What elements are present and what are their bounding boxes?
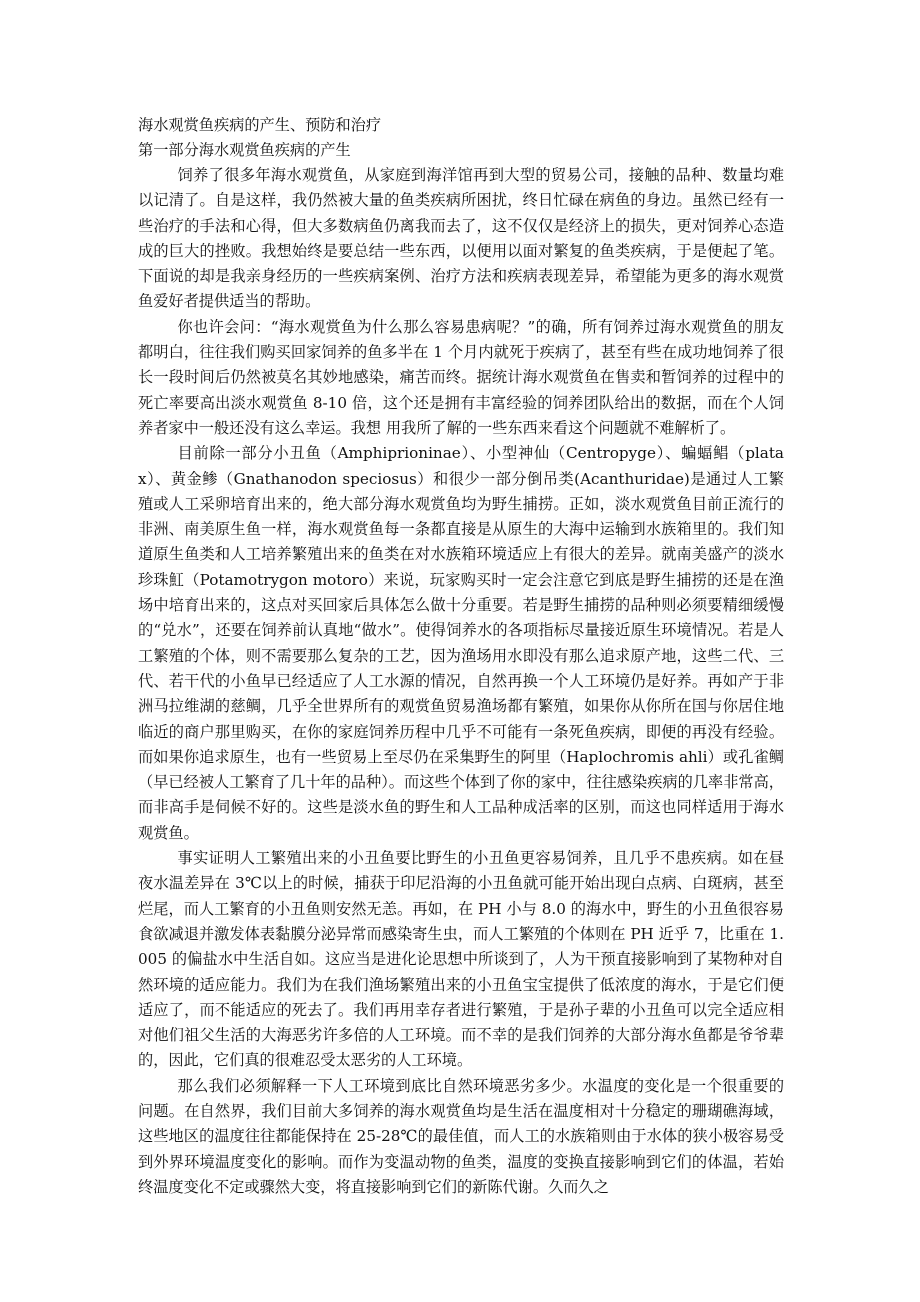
document-body xyxy=(138,113,784,1200)
section-title: 第一部分海水观赏鱼疾病的产生 xyxy=(138,141,351,159)
paragraph-4: 事实证明人工繁殖出来的小丑鱼要比野生的小丑鱼更容易饲养，且几乎不患疾病。如在昼夜水温差异在 3℃以上的时候，捕获于印尼沿海的小丑鱼就可能开始出现白点病、白斑病，甚至烂尾，而人工繁育的小丑鱼则安然无恙。再如，在 PH 小与 8.0 的海水中，野生的小丑鱼很容易食欲减退并激发体表黏膜分泌异常而感染寄生虫，而人工繁殖的个体则在 PH 近乎 7，比重在 1.005 的偏盐水中生活自如。这应当是进化论思想中所谈到了，人为干预直接影响到了某物种对自然环境的适应能力。我们为在我们渔场繁殖出来的小丑鱼宝宝提供了低浓度的海水，于是它们便适应了，而不能适应的死去了。我们再用幸存者进行繁殖，于是孙子辈的小丑鱼可以完全适应相对他们祖父生活的大海恶劣许多倍的人工环境。而不幸的是我们饲养的大部分海水鱼都是爷爷辈的，因此，它们真的很难忍受太恶劣的人工环境。 xyxy=(138,849,784,1070)
paragraph-2: 你也许会问：“海水观赏鱼为什么那么容易患病呢？”的确，所有饲养过海水观赏鱼的朋友都明白，往往我们购买回家饲养的鱼多半在 1 个月内就死于疾病了，甚至有些在成功地饲养了很长一段时间后仍然被莫名其妙地感染，痛苦而终。据统计海水观赏鱼在售卖和暂饲养的过程中的死亡率要高出淡水观赏鱼 8-10 倍，这个还是拥有丰富经验的饲养团队给出的数据，而在个人饲养者家中一般还没有这么幸运。我想 用我所了解的一些东西来看这个问题就不难解析了。 xyxy=(138,317,784,437)
paragraph-3: 目前除一部分小丑鱼（Amphiprioninae）、小型神仙（Centropyge）、蝙蝠鲳（platax）、黄金鲹（Gnathanodon speciosus）和很少一部分倒吊类(Acanthuridae)是通过人工繁殖或人工采卵培育出来的，绝大部分海水观赏鱼均为野生捕捞。正如，淡水观赏鱼目前正流行的非洲、南美原生鱼一样，海水观赏鱼每一条都直接是从原生的大海中运输到水族箱里的。我们知道原生鱼类和人工培养繁殖出来的鱼类在对水族箱环境适应上有很大的差异。就南美盛产的淡水珍珠魟（Potamotrygon motoro）来说，玩家购买时一定会注意它到底是野生捕捞的还是在渔场中培育出来的，这点对买回家后具体怎么做十分重要。若是野生捕捞的品种则必须要精细缓慢的“兑水”，还要在饲养前认真地“做水”。使得饲养水的各项指标尽量接近原生环境情况。若是人工繁殖的个体，则不需要那么复杂的工艺，因为渔场用水即没有那么追求原产地，这些二代、三代、若干代的小鱼早已经适应了人工水源的情况，自然再换一个人工环境仍是好养。再如产于非洲马拉维湖的慈鲷，几乎全世界所有的观赏鱼贸易渔场都有繁殖，如果你从你所在国与你居住地临近的商户那里购买，在你的家庭饲养历程中几乎不可能有一条死鱼疾病，即便的再没有经验。而如果你追求原生，也有一些贸易上至尽仍在采集野生的阿里（Haplochromis ahli）或孔雀鲷（早已经被人工繁育了几十年的品种）。而这些个体到了你的家中，往往感染疾病的几率非常高，而非高手是伺候不好的。这些是淡水鱼的野生和人工品种成活率的区别，而这也同样适用于海水观赏鱼。 xyxy=(138,444,784,842)
paragraph-5: 那么我们必须解释一下人工环境到底比自然环境恶劣多少。水温度的变化是一个很重要的问题。在自然界，我们目前大多饲养的海水观赏鱼均是生活在温度相对十分稳定的珊瑚礁海域，这些地区的温度往往都能保持在 25-28℃的最佳值，而人工的水族箱则由于水体的狭小极容易受到外界环境温度变化的影响。而作为变温动物的鱼类，温度的变换直接影响到它们的体温，若始终温度变化不定或骤然大变，将直接影响到它们的新陈代谢。久而久之 xyxy=(138,1076,784,1196)
document-title: 海水观赏鱼疾病的产生、预防和治疗 xyxy=(138,116,381,134)
paragraph-1: 饲养了很多年海水观赏鱼，从家庭到海洋馆再到大型的贸易公司，接触的品种、数量均难以记清了。自是这样，我仍然被大量的鱼类疾病所困扰，终日忙碌在病鱼的身边。虽然已经有一些治疗的手法和心得，但大多数病鱼仍离我而去了，这不仅仅是经济上的损失，更对饲养心态造成的巨大的挫败。我想始终是要总结一些东西，以便用以面对繁复的鱼类疾病，于是便起了笔。下面说的却是我亲身经历的一些疾病案例、治疗方法和疾病表现差异，希望能为更多的海水观赏鱼爱好者提供适当的帮助。 xyxy=(138,166,784,311)
